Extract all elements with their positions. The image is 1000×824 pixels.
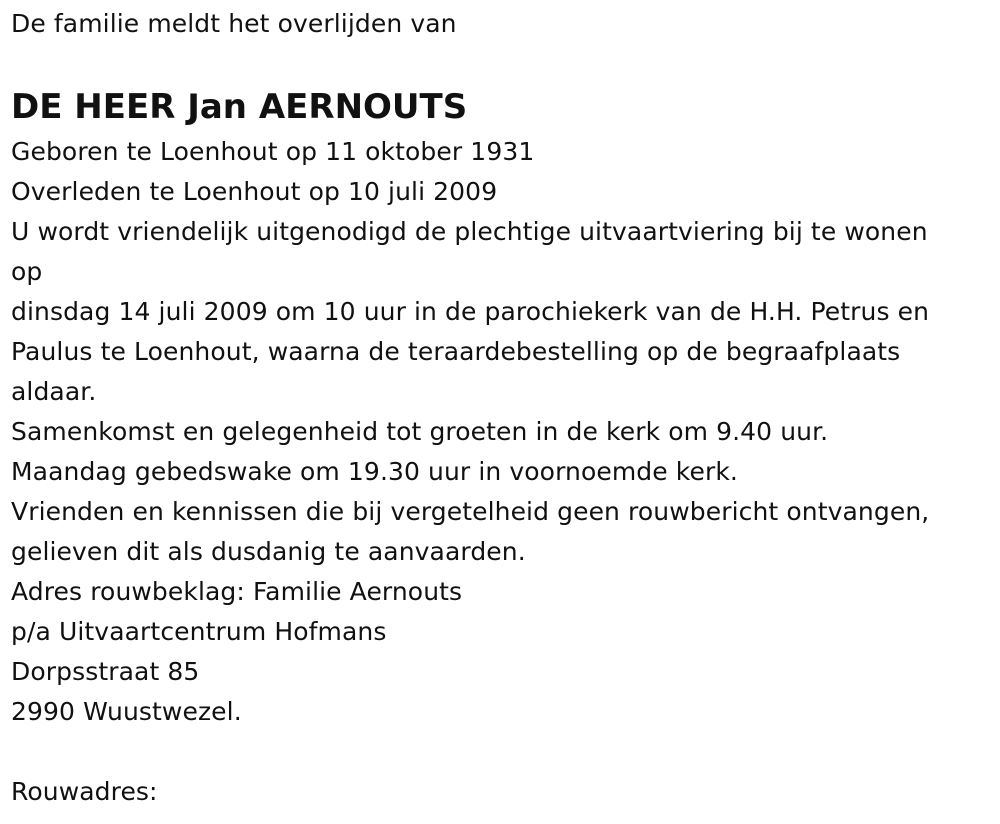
intro-text: De familie meldt het overlijden van [11,9,457,38]
gathering-line: Samenkomst en gelegenheid tot groeten in de kerk om 9.40 uur. [11,417,829,446]
service-location-line: Paulus te Loenhout, waarna de teraardebestelling op de begraafplaats [11,337,901,366]
vigil-line: Maandag gebedswake om 19.30 uur in voornoemde kerk. [11,457,738,486]
deceased-name: DE HEER Jan AERNOUTS [11,87,468,127]
condolence-address-care-of: p/a Uitvaartcentrum Hofmans [11,617,387,646]
condolence-address-label: Adres rouwbeklag: Familie Aernouts [11,577,463,606]
friends-notice-line: Vrienden en kennissen die bij vergetelheid geen rouwbericht ontvangen, [11,497,930,526]
obituary-notice [11,0,991,812]
invitation-line: U wordt vriendelijk uitgenodigd de plechtige uitvaartviering bij te wonen [11,217,928,246]
service-location-line-cont: aldaar. [11,377,97,406]
invitation-line-cont: op [11,257,43,286]
service-date-line: dinsdag 14 juli 2009 om 10 uur in de parochiekerk van de H.H. Petrus en [11,297,930,326]
friends-notice-line-cont: gelieven dit als dusdanig te aanvaarden. [11,537,526,566]
death-line: Overleden te Loenhout op 10 juli 2009 [11,177,498,206]
rouwadres-label: Rouwadres: [11,777,158,806]
birth-line: Geboren te Loenhout op 11 oktober 1931 [11,137,535,166]
condolence-address-street: Dorpsstraat 85 [11,657,200,686]
blank-line [11,732,991,772]
condolence-address-city: 2990 Wuustwezel. [11,697,242,726]
